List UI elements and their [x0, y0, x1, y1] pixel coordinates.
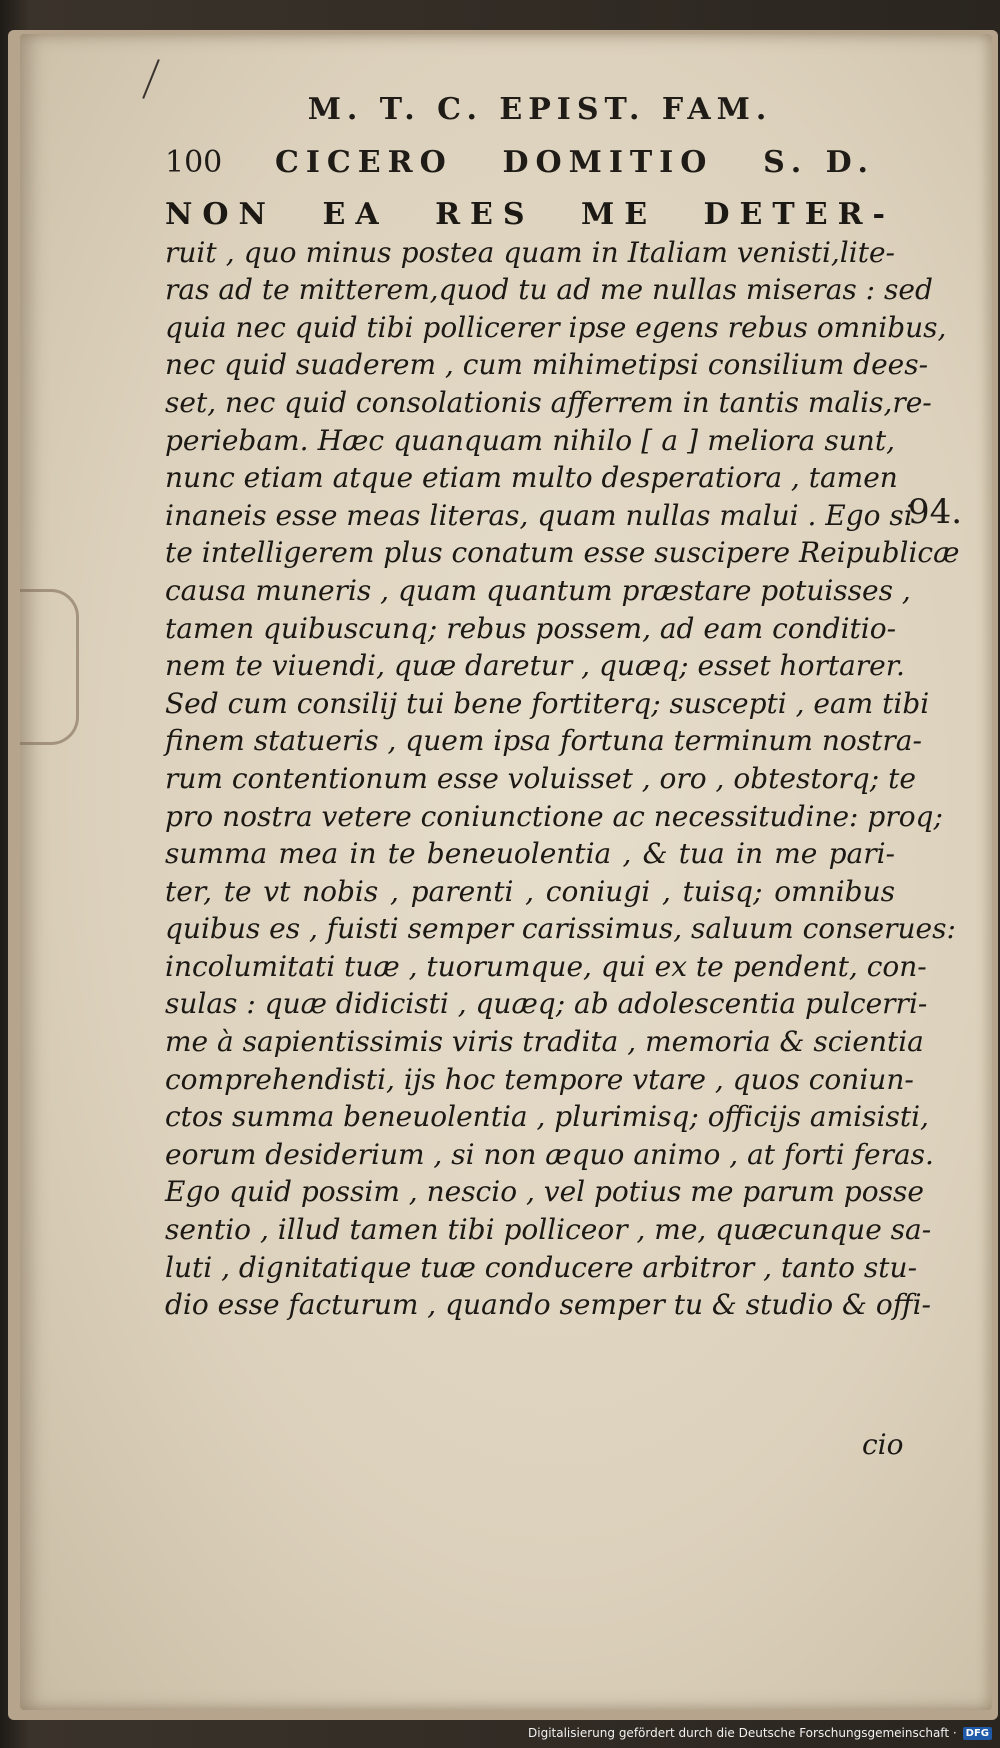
running-head: M. T. C. EPIST. FAM.: [307, 92, 773, 127]
letter-title: [275, 145, 875, 180]
text-line: luti , dignitatique tuæ conducere arbitror , tanto stu-: [165, 1250, 918, 1284]
text-line: nec quid suaderem , cum mihimetipsi consilium dees-: [165, 348, 929, 382]
bookmark-ribbon: [20, 589, 79, 745]
title-word: CICERO: [275, 144, 453, 180]
text-line: set, nec quid consolationis afferrem in tantis malis,re-: [165, 385, 932, 419]
text-line: sentio , illud tamen tibi polliceor , me, quæcunque sa-: [165, 1213, 932, 1247]
catchword: cio: [862, 1428, 904, 1461]
text-line: ruit , quo minus postea quam in Italiam venisti,lite-: [165, 235, 895, 269]
dfg-logo: DFG: [963, 1727, 992, 1740]
text-line: ter, te vt nobis , parenti , coniugi , tuisq; omnibus: [165, 874, 895, 908]
text-line: me à sapientissimis viris tradita , memoria & scientia: [165, 1025, 924, 1059]
text-line: summa mea in te beneuolentia , & tua in me pari-: [165, 837, 895, 871]
text-line: quia nec quid tibi pollicerer ipse egens rebus omnibus,: [165, 310, 947, 344]
text-line: inaneis esse meas literas, quam nullas malui . Ego si: [165, 498, 913, 532]
text-line: nunc etiam atque etiam multo desperatiora , tamen: [165, 461, 898, 495]
text-line: tamen quibuscunq; rebus possem, ad eam conditio-: [165, 611, 897, 645]
letter-heading: [165, 140, 875, 184]
text-line: NON EA RES ME DETER-: [165, 197, 895, 232]
text-line: comprehendisti, ijs hoc tempore vtare , quos coniun-: [165, 1062, 914, 1096]
footer-text: Digitalisierung gefördert durch die Deutsche Forschungsgemeinschaft ·: [528, 1726, 957, 1740]
text-line: pro nostra vetere coniunctione ac necessitudine: proq;: [165, 799, 943, 833]
text-line: quibus es , fuisti semper carissimus, saluum conserues:: [165, 912, 956, 946]
text-line: sulas : quæ didicisti , quæq; ab adolescentia pulcerri-: [165, 987, 928, 1021]
text-line: rum contentionum esse voluisset , oro , obtestorq; te: [165, 761, 916, 795]
footer-credit: [528, 1724, 992, 1742]
margin-note: 94.: [908, 492, 963, 532]
text-line: eorum desiderium , si non æquo animo , at forti feras.: [165, 1137, 934, 1171]
text-line: finem statueris , quem ipsa fortuna terminum nostra-: [165, 724, 922, 758]
title-word: S. D.: [763, 144, 875, 180]
text-line: nem te viuendi, quæ daretur , quæq; esset hortarer.: [165, 649, 905, 683]
text-line: ctos summa beneuolentia , plurimisq; officijs amisisti,: [165, 1100, 929, 1134]
text-line: incolumitati tuæ , tuorumque, qui ex te pendent, con-: [165, 949, 927, 983]
page-number: 100: [165, 144, 223, 180]
title-word: DOMITIO: [502, 144, 714, 180]
text-line: dio esse facturum , quando semper tu & studio & offi-: [165, 1288, 931, 1322]
text-line: causa muneris , quam quantum præstare potuisses ,: [165, 573, 911, 607]
text-line: te intelligerem plus conatum esse suscipere Reipublicæ: [165, 536, 960, 570]
text-line: periebam. Hæc quanquam nihilo [ a ] meliora sunt,: [165, 423, 895, 457]
text-line: Sed cum consilij tui bene fortiterq; suscepti , eam tibi: [165, 686, 930, 720]
text-line: ras ad te mitterem,quod tu ad me nullas miseras : sed: [165, 273, 933, 307]
text-line: Ego quid possim , nescio , vel potius me parum posse: [165, 1175, 924, 1209]
